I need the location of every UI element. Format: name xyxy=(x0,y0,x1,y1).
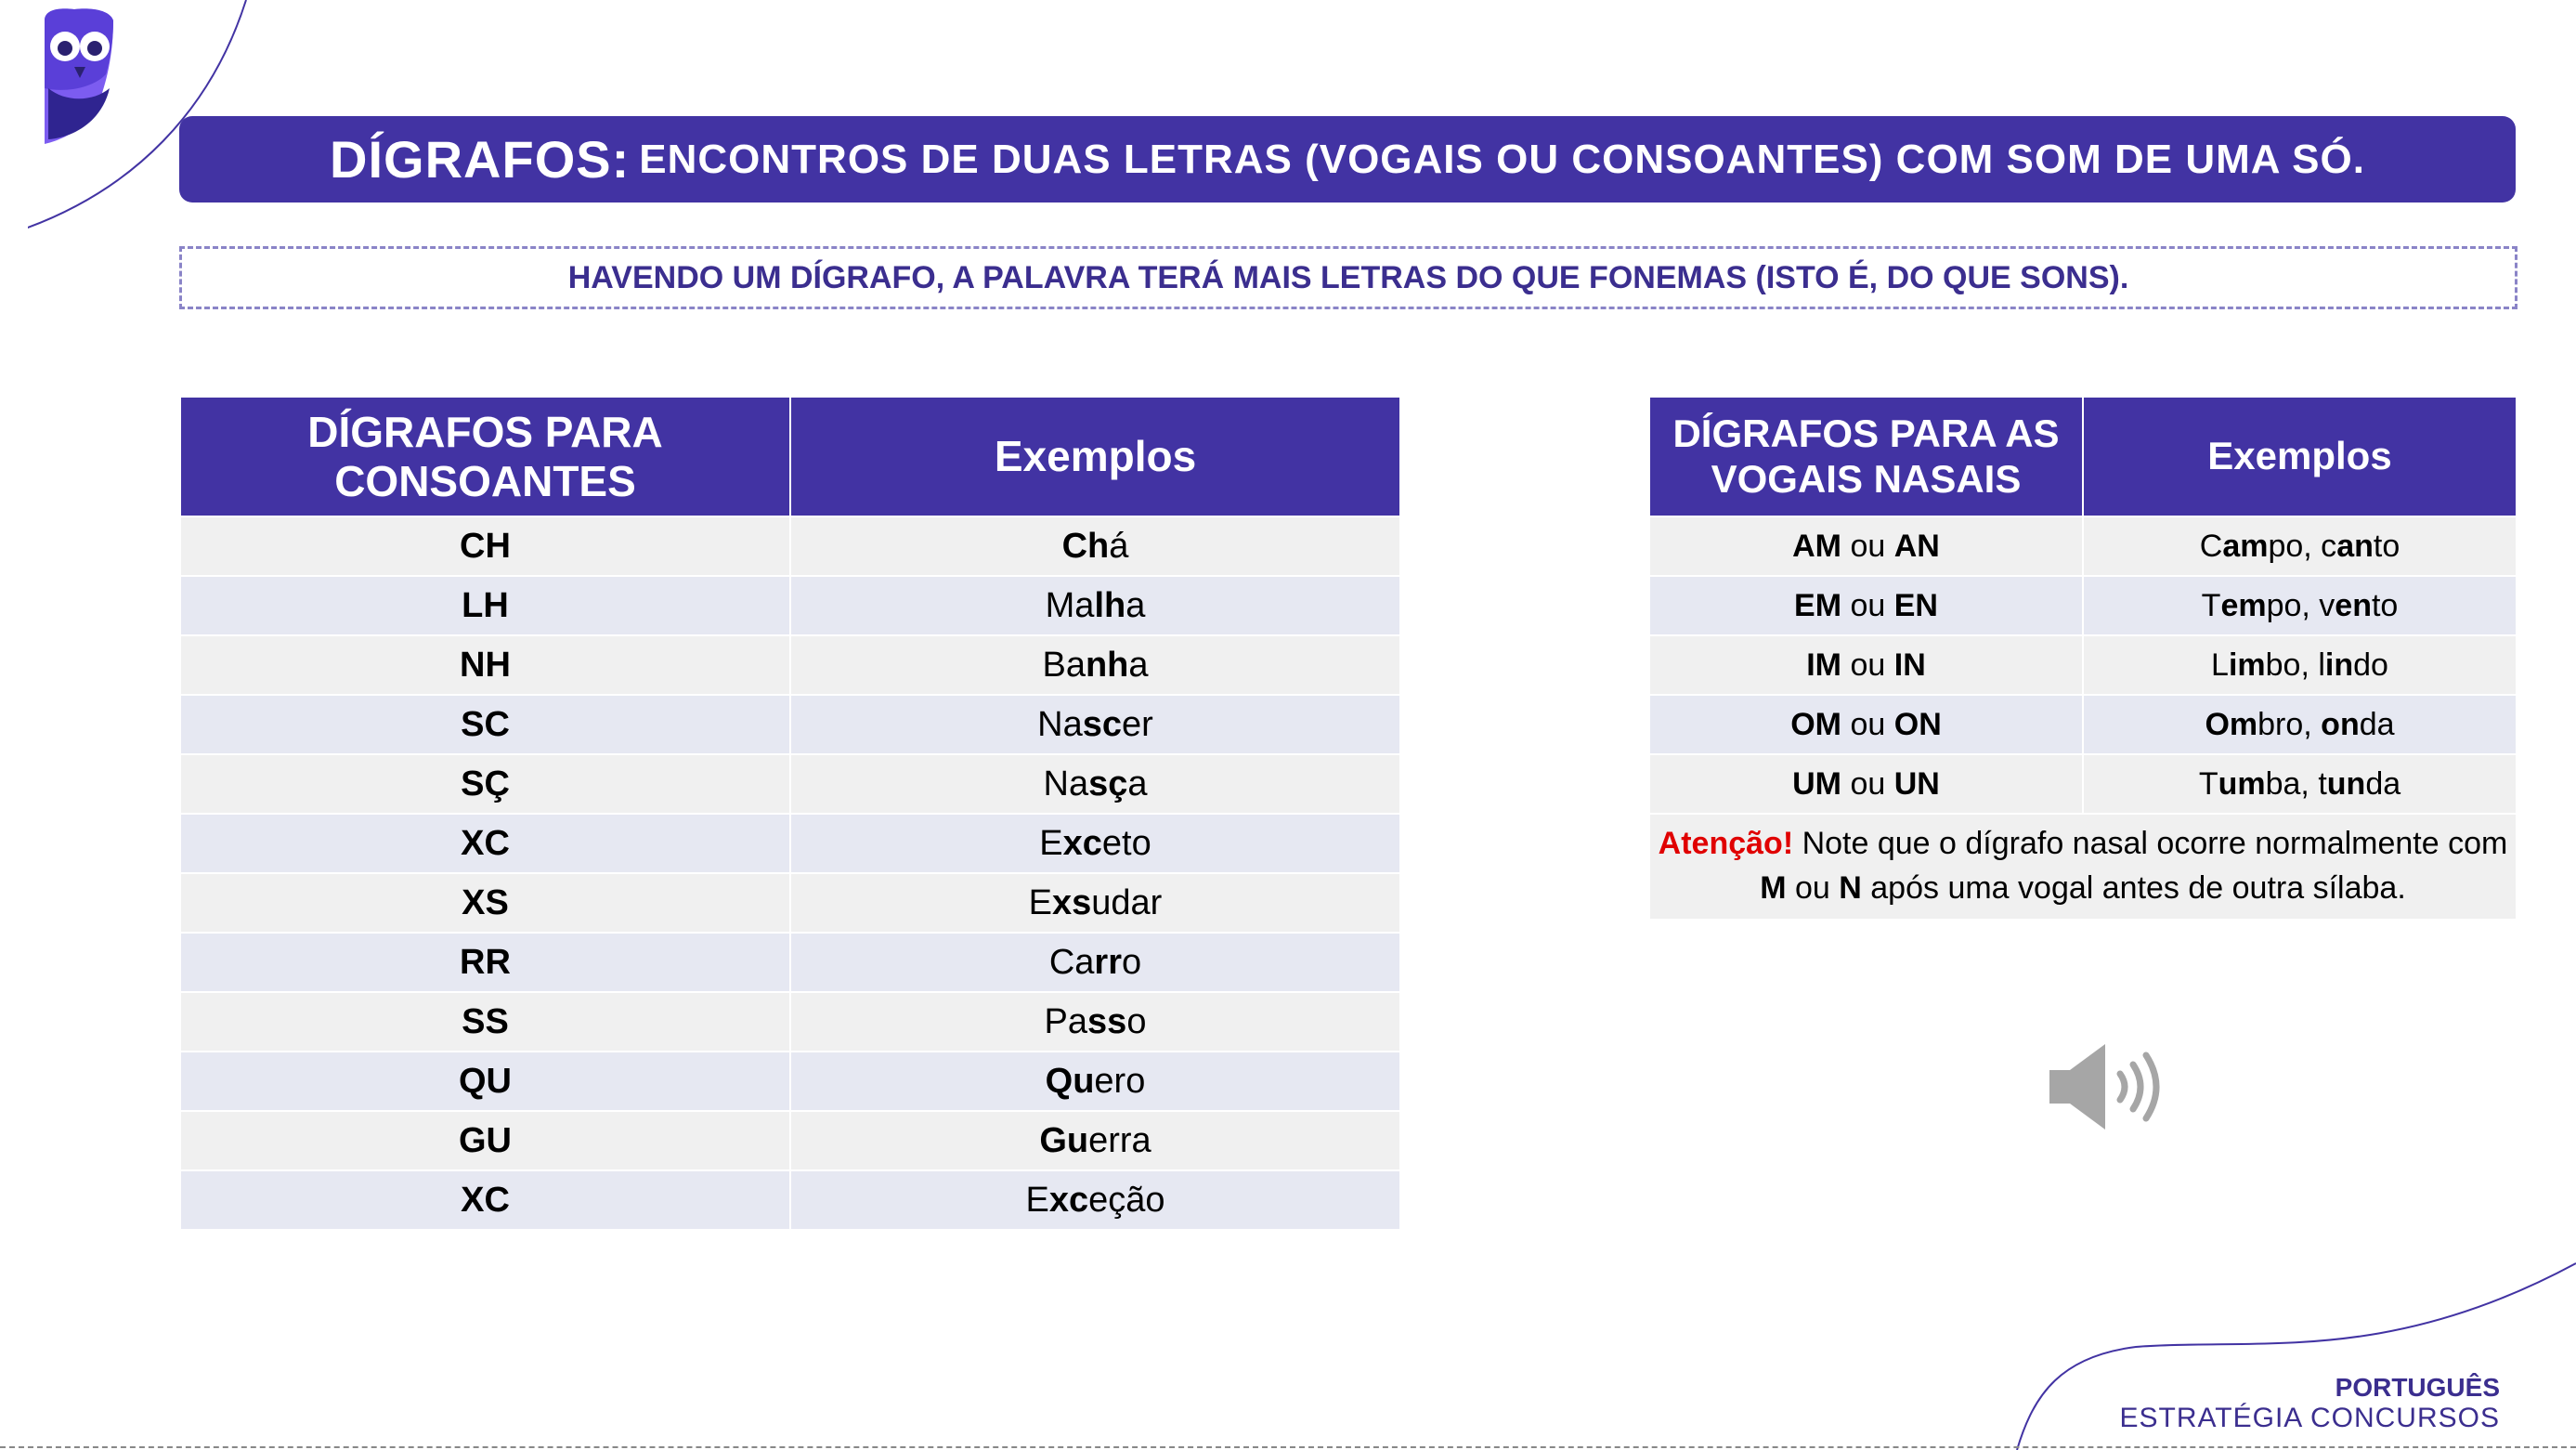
table-row xyxy=(1649,695,2517,754)
note-text-2: após uma vogal antes de outra sílaba. xyxy=(1861,870,2406,906)
example-key: lh xyxy=(1094,585,1126,625)
table-row xyxy=(180,814,1400,873)
example-cell xyxy=(790,576,1400,635)
example-post: a xyxy=(1128,645,1149,685)
bottom-divider xyxy=(0,1446,2576,1448)
example-cell xyxy=(790,695,1400,754)
nasal-example-part: do xyxy=(2353,647,2388,683)
nasal-example-part: am xyxy=(2222,528,2269,564)
example-post: erra xyxy=(1088,1120,1151,1160)
note-text-1: Note que o dígrafo nasal ocorre normalmente com xyxy=(1793,826,2508,862)
table-row xyxy=(1649,754,2517,814)
digraph-cell: SÇ xyxy=(180,754,790,814)
nasal-digraph-a: OM xyxy=(1790,706,1842,742)
speaker-icon[interactable] xyxy=(2048,1040,2173,1133)
example-key: Ch xyxy=(1061,526,1110,566)
example-cell xyxy=(790,933,1400,992)
nasal-example-cell xyxy=(2083,695,2517,754)
nasal-example-part: da xyxy=(2359,706,2395,742)
example-post: er xyxy=(1122,704,1153,744)
table-row xyxy=(1649,576,2517,635)
example-key: Gu xyxy=(1039,1120,1089,1160)
nasal-example-part: po, v xyxy=(2266,587,2335,623)
digraph-cell: XC xyxy=(180,814,790,873)
digraph-cell: SC xyxy=(180,695,790,754)
nasal-digraph-ou: ou xyxy=(1850,528,1886,564)
nasal-example-part: Om xyxy=(2205,706,2258,742)
nasal-example-part: da xyxy=(2365,765,2401,802)
nasal-digraph-ou: ou xyxy=(1850,587,1886,623)
example-cell xyxy=(790,1111,1400,1170)
nasal-digraph-cell xyxy=(1649,754,2083,814)
example-cell xyxy=(790,635,1400,695)
nasal-digraph-b: IN xyxy=(1893,647,1926,683)
subtitle-text: HAVENDO UM DÍGRAFO, A PALAVRA TERÁ MAIS LETRAS DO QUE FONEMAS (ISTO É, DO QUE SONS). xyxy=(567,259,2129,295)
example-post: eto xyxy=(1101,823,1151,863)
example-cell xyxy=(790,992,1400,1052)
footer-subject: PORTUGUÊS xyxy=(2335,1373,2500,1402)
example-cell xyxy=(790,754,1400,814)
example-key: rr xyxy=(1094,942,1122,982)
nasal-digraph-ou: ou xyxy=(1850,706,1886,742)
nasal-digraph-cell xyxy=(1649,516,2083,576)
example-key: xs xyxy=(1052,882,1092,922)
example-cell xyxy=(790,1170,1400,1230)
nasal-example-part: ba, t xyxy=(2265,765,2327,802)
note-m: M xyxy=(1760,870,1787,906)
example-pre: Na xyxy=(1043,764,1089,803)
nasal-example-cell xyxy=(2083,576,2517,635)
nasal-digraph-b: UN xyxy=(1893,765,1940,802)
nasal-example-part: to xyxy=(2371,587,2399,623)
title-bar xyxy=(179,116,2516,202)
nasal-example-part: T xyxy=(2201,587,2221,623)
nasal-example-cell xyxy=(2083,754,2517,814)
example-key: sc xyxy=(1082,704,1123,744)
example-post: o xyxy=(1122,942,1142,982)
digraph-cell: RR xyxy=(180,933,790,992)
nasal-digraph-b: EN xyxy=(1893,587,1938,623)
table-row xyxy=(180,1052,1400,1111)
nasal-example-part: T xyxy=(2198,765,2218,802)
example-pre: Ca xyxy=(1048,942,1095,982)
attention-label: Atenção! xyxy=(1658,826,1794,862)
title-main: DÍGRAFOS: xyxy=(330,130,631,189)
example-cell xyxy=(790,873,1400,933)
table-row xyxy=(180,695,1400,754)
consonant-digraphs-table xyxy=(179,396,1401,1231)
nasal-example-part: L xyxy=(2211,647,2229,683)
table-row xyxy=(1649,635,2517,695)
nasal-digraph-cell xyxy=(1649,695,2083,754)
table-row xyxy=(180,933,1400,992)
table-row xyxy=(180,873,1400,933)
nasal-digraph-b: ON xyxy=(1893,706,1942,742)
nasal-digraph-a: IM xyxy=(1806,647,1842,683)
example-pre: Na xyxy=(1037,704,1083,744)
nasal-example-part: in xyxy=(2324,647,2354,683)
example-post: á xyxy=(1109,526,1129,566)
col-header-consonants: DÍGRAFOS PARA CONSOANTES xyxy=(180,397,790,516)
example-pre: Pa xyxy=(1044,1001,1088,1041)
example-key: Qu xyxy=(1045,1061,1095,1101)
example-pre: Ba xyxy=(1042,645,1086,685)
title-rest: ENCONTROS DE DUAS LETRAS (VOGAIS OU CONSOANTES) COM SOM DE UMA SÓ. xyxy=(639,136,2365,182)
nasal-example-part: bo, l xyxy=(2265,647,2325,683)
table-row xyxy=(180,576,1400,635)
nasal-example-part: un xyxy=(2326,765,2366,802)
table-row-note xyxy=(1649,814,2517,920)
table-row xyxy=(180,516,1400,576)
note-n: N xyxy=(1839,870,1862,906)
example-key: xc xyxy=(1048,1180,1089,1220)
nasal-digraph-a: EM xyxy=(1794,587,1842,623)
example-post: eção xyxy=(1088,1180,1165,1220)
note-ou: ou xyxy=(1786,870,1840,906)
col-header-nasal-examples: Exemplos xyxy=(2083,397,2517,516)
footer-brand xyxy=(2119,1373,2500,1434)
digraph-cell: XS xyxy=(180,873,790,933)
example-cell xyxy=(790,1052,1400,1111)
col-header-nasal: DÍGRAFOS PARA AS VOGAIS NASAIS xyxy=(1649,397,2083,516)
nasal-digraphs-table xyxy=(1648,396,2517,921)
example-post: a xyxy=(1127,764,1148,803)
nasal-digraph-a: AM xyxy=(1792,528,1842,564)
digraph-cell: SS xyxy=(180,992,790,1052)
example-key: nh xyxy=(1085,645,1129,685)
digraph-cell: LH xyxy=(180,576,790,635)
table-row xyxy=(180,992,1400,1052)
nasal-example-part: to xyxy=(2373,528,2400,564)
nasal-example-part: bro, xyxy=(2257,706,2322,742)
example-cell xyxy=(790,516,1400,576)
attention-note xyxy=(1649,814,2517,920)
example-pre: E xyxy=(1025,1180,1049,1220)
col-header-examples: Exemplos xyxy=(790,397,1400,516)
nasal-digraph-cell xyxy=(1649,635,2083,695)
digraph-cell: CH xyxy=(180,516,790,576)
example-key: ss xyxy=(1087,1001,1127,1041)
nasal-example-part: en xyxy=(2335,587,2372,623)
table-row xyxy=(180,1170,1400,1230)
nasal-example-cell xyxy=(2083,635,2517,695)
nasal-digraph-ou: ou xyxy=(1850,647,1886,683)
example-post: ero xyxy=(1094,1061,1146,1101)
footer-brand-name: ESTRATÉGIA CONCURSOS xyxy=(2119,1403,2500,1433)
example-pre: E xyxy=(1028,882,1052,922)
table-row xyxy=(1649,516,2517,576)
example-key: sç xyxy=(1088,764,1128,803)
example-key: xc xyxy=(1062,823,1102,863)
digraph-cell: GU xyxy=(180,1111,790,1170)
example-post: a xyxy=(1125,585,1146,625)
subtitle-box xyxy=(179,246,2517,309)
example-pre: Ma xyxy=(1045,585,1095,625)
example-cell xyxy=(790,814,1400,873)
digraph-cell: XC xyxy=(180,1170,790,1230)
nasal-example-part: um xyxy=(2218,765,2266,802)
nasal-example-part: C xyxy=(2199,528,2223,564)
digraph-cell: NH xyxy=(180,635,790,695)
nasal-digraph-a: UM xyxy=(1792,765,1842,802)
nasal-example-part: im xyxy=(2228,647,2266,683)
nasal-example-part: on xyxy=(2321,706,2360,742)
nasal-example-part: an xyxy=(2336,528,2374,564)
nasal-example-cell xyxy=(2083,516,2517,576)
nasal-example-part: po, c xyxy=(2268,528,2337,564)
table-row xyxy=(180,635,1400,695)
table-row xyxy=(180,754,1400,814)
example-post: udar xyxy=(1091,882,1163,922)
nasal-example-part: em xyxy=(2220,587,2267,623)
nasal-digraph-cell xyxy=(1649,576,2083,635)
example-pre: E xyxy=(1039,823,1063,863)
table-row xyxy=(180,1111,1400,1170)
example-post: o xyxy=(1126,1001,1147,1041)
nasal-digraph-ou: ou xyxy=(1850,765,1886,802)
nasal-digraph-b: AN xyxy=(1893,528,1940,564)
digraph-cell: QU xyxy=(180,1052,790,1111)
